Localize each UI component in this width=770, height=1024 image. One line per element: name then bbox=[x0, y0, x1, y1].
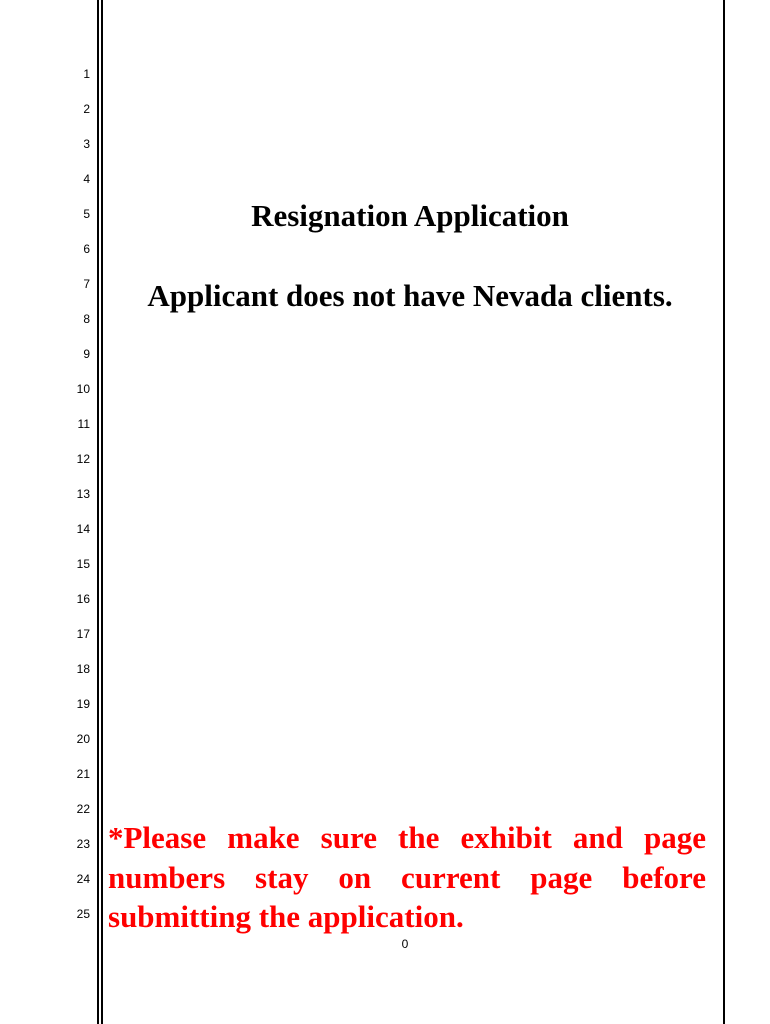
line-numbers-column bbox=[60, 0, 90, 1024]
document-subtitle: Applicant does not have Nevada clients. bbox=[147, 278, 673, 313]
document-title: Resignation Application bbox=[251, 198, 569, 233]
line-number: 16 bbox=[76, 592, 90, 606]
left-margin-rule-outer bbox=[97, 0, 99, 1024]
line-number: 4 bbox=[83, 172, 90, 186]
line-number: 24 bbox=[76, 872, 90, 886]
line-number: 22 bbox=[76, 802, 90, 816]
line-number: 18 bbox=[76, 662, 90, 676]
line-number: 15 bbox=[76, 557, 90, 571]
line-number: 1 bbox=[83, 67, 90, 81]
line-number: 5 bbox=[83, 207, 90, 221]
right-margin-rule bbox=[723, 0, 725, 1024]
line-number: 8 bbox=[83, 312, 90, 326]
line-number: 25 bbox=[76, 907, 90, 921]
line-number: 3 bbox=[83, 137, 90, 151]
line-number: 6 bbox=[83, 242, 90, 256]
line-number: 11 bbox=[77, 417, 90, 431]
left-margin-rule-inner bbox=[101, 0, 103, 1024]
line-number: 17 bbox=[76, 627, 90, 641]
line-number: 23 bbox=[76, 837, 90, 851]
line-number: 14 bbox=[76, 522, 90, 536]
line-number: 21 bbox=[76, 767, 90, 781]
line-number: 7 bbox=[83, 277, 90, 291]
line-number: 20 bbox=[76, 732, 90, 746]
page-number: 0 bbox=[401, 937, 409, 951]
line-number: 2 bbox=[83, 102, 90, 116]
line-number: 12 bbox=[76, 452, 90, 466]
line-number: 10 bbox=[76, 382, 90, 396]
line-number: 9 bbox=[83, 347, 90, 361]
submission-notice: *Please make sure the exhibit and page numbers stay on current page before submitting the application. bbox=[108, 820, 706, 934]
line-number: 19 bbox=[76, 697, 90, 711]
line-number: 13 bbox=[76, 487, 90, 501]
